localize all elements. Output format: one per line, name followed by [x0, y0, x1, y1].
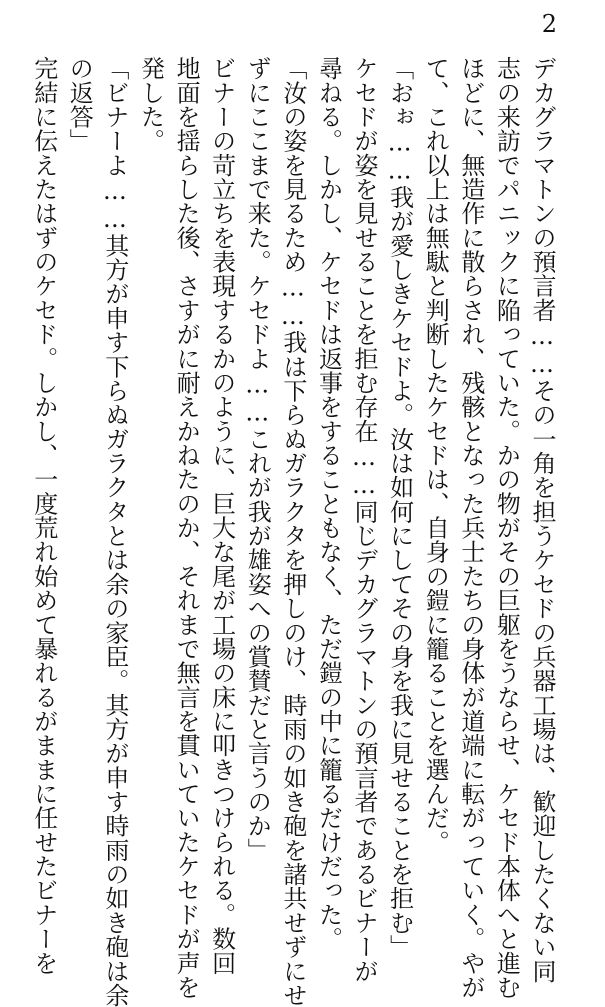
text-line: 地面を揺らした後、さすがに耐えかねたのか、それまで無言を貫いていたケセドが声を: [172, 56, 201, 1000]
text-line: ずにここまで来た。ケセドよ……これが我が雄姿への賞賛だと言うのか」: [243, 56, 272, 862]
text-line: の返答」: [65, 56, 94, 153]
text-line: ケセドが姿を見せることを拒む存在……同じデカグラマトンの預言者であるビナーが: [350, 56, 379, 983]
text-line: て、これ以上は無駄と判断したケセドは、自身の鎧に籠ることを選んだ。: [421, 56, 450, 854]
text-line: 発した。: [136, 56, 165, 153]
text-line: 「おぉ……我が愛しきケセドよ。汝は如何にしてその身を我に見せることを拒む」: [385, 56, 414, 959]
page-number: 2: [541, 10, 557, 38]
text-line: ビナーの苛立ちを表現するかのように、巨大な尾が工場の床に叩きつけられる。数回: [207, 56, 236, 975]
text-line: デカグラマトンの預言者……その一角を担うケセドの兵器工場は、歓迎したくない同: [528, 56, 556, 983]
text-line: 完結に伝えたはずのケセド。しかし、一度荒れ始めて暴れるがままに任せたビナーを: [29, 56, 58, 975]
vertical-text-block: [29, 56, 559, 1007]
text-line: 「汝の姿を見るため……我は下らぬガラクタを押しのけ、時雨の如き砲を諸共せずにせ: [278, 56, 307, 1007]
text-line: 「ビナーよ……其方が申す下らぬガラクタとは余の家臣。其方が申す時雨の如き砲は余: [100, 56, 129, 1007]
text-line: 尋ねる。しかし、ケセドは返事をすることもなく、ただ鎧の中に籠るだけだった。: [314, 56, 343, 951]
text-line: 志の来訪でパニックに陥っていた。かの物がその巨躯をうならせ、ケセド本体へと進む: [492, 56, 521, 1000]
text-line: ほどに、無造作に散らされ、残骸となった兵士たちの身体が道端に転がっていく。やが: [456, 56, 485, 1000]
